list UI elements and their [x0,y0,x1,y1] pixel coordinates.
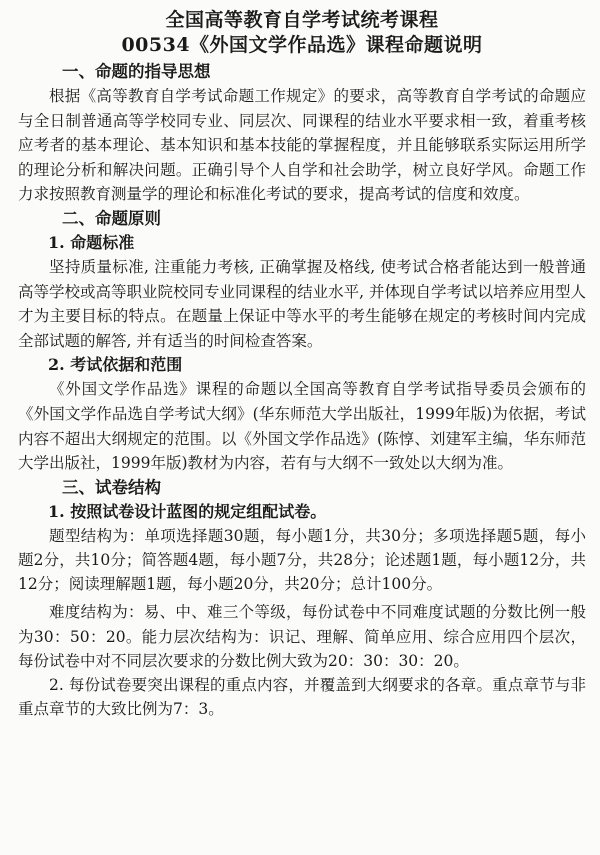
difficulty-paragraph: 难度结构为：易、中、难三个等级，每份试卷中不同难度试题的分数比例一般为30：50：20。能力层次结构为：识记、理解、简单应用、综合应用四个层次，每份试卷中对不同层次要求的分数比例大致为20：30：30：20。 [18,603,586,670]
document-title-line-1: 全国高等教育自学考试统考课程 [165,9,439,31]
section-heading-2: 二、命题原则 [62,208,161,228]
basis-scope-paragraph: 《外国文学作品选》课程的命题以全国高等教育自学考试指导委员会颁布的《外国文学作品选自学考试大纲》(华东师范大学出版社，1999年版)为依据，考试内容不超出大纲规定的范围。以《外国文学作品选》(陈惇、刘建军主编，华东师范大学出版社，1999年版)教材为内容，若有与大纲不一致处以大纲为准。 [18,380,586,473]
section-heading-1: 一、命题的指导思想 [62,62,211,81]
subheading-standard: 1. 命题标准 [48,232,135,252]
section-1-paragraph: 根据《高等教育自学考试命题工作规定》的要求，高等教育自学考试的命题应与全日制普通高等学校同专业、同层次、同课程的结业水平要求相一致，着重考核应考者的基本理论、基本知识和基本技能的掌握程度，并且能够联系实际运用所学的理论分析和解决问题。正确引导个人自学和社会助学，树立良好学风。命题工作力求按照教育测量学的理论和标准化考试的要求，提高考试的信度和效度。 [18,87,586,204]
subheading-blueprint: 1. 按照试卷设计蓝图的规定组配试卷。 [48,501,327,521]
section-heading-3: 三、试卷结构 [62,477,161,497]
section-paper-structure [18,476,586,722]
document-title-line-2: 00534《外国文学作品选》课程命题说明 [121,34,483,56]
standard-paragraph: 坚持质量标准, 注重能力考核, 正确掌握及格线, 使考试合格者能达到一般普通高等学校或高等职业院校同专业同课程的结业水平, 并体现自学考试以培养应用型人才为主要目标的特点。在题量上保证中等水平的考生能够在规定的考核时间内完成全部试题的解答, 并有适当的时间检查答案。 [18,257,586,350]
key-content-paragraph: 2. 每份试卷要突出课程的重点内容，并覆盖到大纲要求的各章。重点章节与非重点章节的大致比例为7：3。 [18,675,586,719]
section-guiding-ideology [18,60,586,207]
question-type-paragraph: 题型结构为：单项选择题30题，每小题1分，共30分；多项选择题5题，每小题2分，共10分；简答题4题，每小题7分，共28分；论述题1题，每小题12分，共12分；阅读理解题1题，每小题20分，共20分；总计100分。 [18,526,586,594]
section-principles [18,207,586,476]
subheading-basis-scope: 2. 考试依据和范围 [48,355,183,375]
